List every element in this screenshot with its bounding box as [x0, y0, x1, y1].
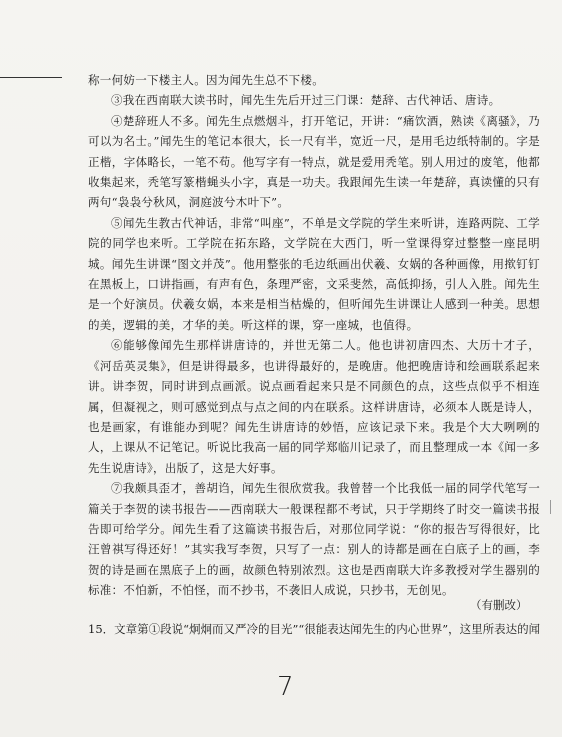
page-number: 7: [277, 672, 294, 702]
paragraph-3: ③我在西南联大读书时，闻先生先后开过三门课：楚辞、古代神话、唐诗。: [111, 93, 501, 108]
margin-mark: [550, 500, 551, 514]
question-15: 15．文章第①段说“炯炯而又严冷的目光”“很能表达闻先生的内心世界”，这里所表达的闻: [88, 622, 541, 636]
paragraph-7: ⑦我颇具歪才，善胡诌，闻先生很欣赏我。我曾替一个比我低一届的同学代笔写一篇关于李贺的读书报告——西南联大一般课程都不考试，只于学期终了时交一篇读书报告即可给学分。闻先生看了这篇读书报告后，对那位同学说：“你的报告写得很好，比汪曾祺写得还好！”其实我写李贺，只写了一点：别人的诗都是画在白底子上的画，李贺的诗是画在黑底子上的画，故颜色特别浓烈。这也是西南联大许多教授对学生器别的标准：不怕新，不怕怪，而不抄书，不袭旧人成说，只抄书，无创见。: [88, 481, 540, 598]
source-note: （有删改）: [470, 598, 528, 612]
paragraph-5: ⑤闻先生教古代神话，非常“叫座”，不单是文学院的学生来听讲，连路两院、工学院的同学也来听。工学院在拓东路，文学院在大西门，听一堂课得穿过整整一座昆明城。闻先生讲课“图文并茂”。他用整张的毛边纸画出伏羲、女娲的各种画像，用揿钉钉在黑板上，口讲指画，有声有色，条理严密，文采斐然，高低抑扬，引人入胜。闻先生是一个好演员。伏羲女娲，本来是相当枯燥的，但听闻先生讲课让人感到一种美。思想的美，逻辑的美，才华的美。听这样的课，穿一座城，也值得。: [88, 215, 540, 332]
paragraph-6: ⑥能够像闻先生那样讲唐诗的，并世无第二人。他也讲初唐四杰、大历十才子，《河岳英灵集》，但是讲得最多，也讲得最好的，是晚唐。他把晚唐诗和绘画联系起来讲。讲李贺，同时讲到点画派。说点画看起来只是不同颜色的点，这些点似乎不相连属，但凝视之，则可感觉到点与点之间的内在联系。这样讲唐诗，必须本人既是诗人，也是画家，有谁能办到呢？闻先生讲唐诗的妙悟，应该记录下来。我是个大大咧咧的人，上课从不记笔记。听说比我高一届的同学郑临川记录了，而且整理成一本《闻一多先生说唐诗》，出版了，这是大好事。: [88, 338, 540, 475]
article-body: [88, 70, 540, 601]
paragraph-continuation: 称一何妨一下楼主人。因为闻先生总不下楼。: [88, 73, 324, 87]
margin-rule-line: [0, 77, 62, 78]
paragraph-4: ④楚辞班人不多。闻先生点燃烟斗，打开笔记，开讲：“痛饮酒，熟读《离骚》，乃可以为名士。”闻先生的笔记本很大，长一尺有半，宽近一尺，是用毛边纸特制的。字是正楷，字体略长，一笔不苟。他写字有一特点，就是爱用秃笔。别人用过的废笔，他都收集起来，秃笔写篆楷蝇头小字，真是一功夫。我跟闻先生读一年楚辞，真读懂的只有两句“袅袅兮秋风，洞庭波兮木叶下”。: [88, 113, 540, 210]
